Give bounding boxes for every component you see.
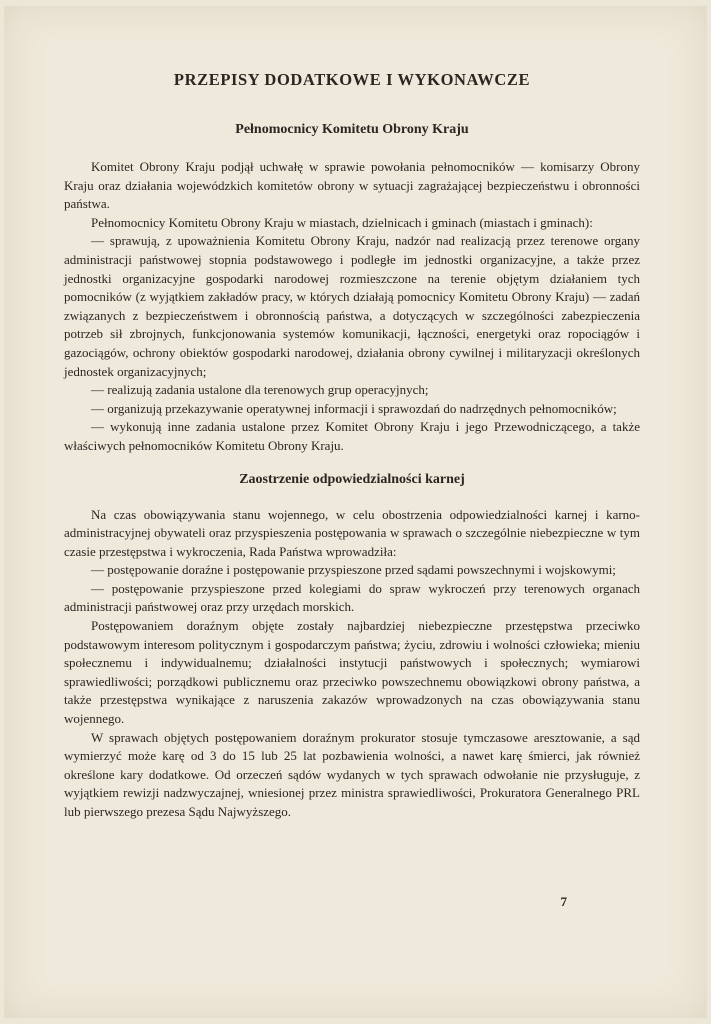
list-item: — postępowanie doraźne i postępowanie przyspieszone przed sądami powszechnymi i wojskowymi; — [91, 562, 616, 578]
page-number: 7 — [560, 894, 567, 909]
page-content — [64, 56, 640, 822]
list-item: — sprawują, z upoważnienia Komitetu Obrony Kraju, nadzór nad realizacją przez terenowe organy administracji państwowej stopnia podstawowego i podległe im jednostki organizacyjne, a także przez jednostki organizacyjne gospodarki narodowej rozmieszczone na terenie objętym działaniem tych pomocników (z wyjątkiem zakładów pracy, w których działają pomocnicy Komitetu Obrony Kraju) — zadań związanych z bezpieczeństwem i obronnością państwa, a dotyczących w szczególności zabezpieczenia potrzeb sił zbrojnych, funkcjonowania systemów komunikacji, łączności, energetyki oraz ropociągów i gazociągów, ochrony obiektów gospodarki narodowej, działania obrony cywilnej i militaryzacji określonych jednostek organizacyjnych; — [64, 233, 640, 379]
document-page — [4, 6, 707, 1018]
paragraph: Komitet Obrony Kraju podjął uchwałę w sprawie powołania pełnomocników — komisarzy Obrony Kraju oraz działania wojewódzkich komitetów obrony w sytuacji zagrażającej bezpieczeństwu i obronności państwa. — [64, 159, 640, 212]
paragraph: W sprawach objętych postępowaniem doraźnym prokurator stosuje tymczasowe aresztowanie, a sąd wymierzyć może karę od 3 do 15 lub 25 lat pozbawienia wolności, a nawet karę śmierci, jak również określone kary dodatkowe. Od orzeczeń sądów wydanych w tych sprawach odwołanie nie przysługuje, z wyjątkiem rewizji nadzwyczajnej, wniesionej przez ministra sprawiedliwości, Prokuratora Generalnego PRL lub pierwszego prezesa Sądu Najwyższego. — [64, 729, 640, 819]
page-title: PRZEPISY DODATKOWE I WYKONAWCZE — [173, 70, 531, 89]
section-body-criminal-liability — [64, 506, 640, 822]
section-heading-plenipotentiaries: Pełnomocnicy Komitetu Obrony Kraju — [235, 122, 469, 137]
paragraph: Pełnomocnicy Komitetu Obrony Kraju w miastach, dzielnicach i gminach (miastach i gminach): — [91, 214, 593, 230]
paragraph: Na czas obowiązywania stanu wojennego, w celu obostrzenia odpowiedzialności karnej i karno-administracyjnej obywateli oraz przyspieszenia postępowania w sprawach o szczególnie niebezpieczne w tym czasie przestępstwa i wykroczenia, Rada Państwa wprowadziła: — [64, 506, 640, 559]
paragraph: Postępowaniem doraźnym objęte zostały najbardziej niebezpieczne przestępstwa przeciwko podstawowym interesom politycznym i gospodarczym państwa; życiu, zdrowiu i wolności człowieka; mieniu społecznemu i indywidualnemu; działalności instytucji państwowych i społecznych; wymiarowi sprawiedliwości; porządkowi publicznemu oraz przeciwko powszechnemu obowiązkowi obrony państwa, a także przestępstwa wynikające z naruszenia zakazów wprowadzonych na czas obowiązywania stanu wojennego. — [64, 618, 640, 727]
list-item: — realizują zadania ustalone dla terenowych grup operacyjnych; — [91, 382, 429, 398]
list-item: — organizują przekazywanie operatywnej informacji i sprawozdań do nadrzędnych pełnomocników; — [91, 400, 617, 416]
section-heading-criminal-liability: Zaostrzenie odpowiedzialności karnej — [239, 471, 465, 487]
list-item: — wykonują inne zadania ustalone przez Komitet Obrony Kraju i jego Przewodniczącego, a także właściwych pełnomocników Komitetu Obrony Kraju. — [64, 419, 640, 453]
section-body-plenipotentiaries — [64, 158, 640, 456]
list-item: — postępowanie przyspieszone przed kolegiami do spraw wykroczeń przy terenowych organach administracji państwowej oraz przy urzędach morskich. — [64, 580, 640, 615]
